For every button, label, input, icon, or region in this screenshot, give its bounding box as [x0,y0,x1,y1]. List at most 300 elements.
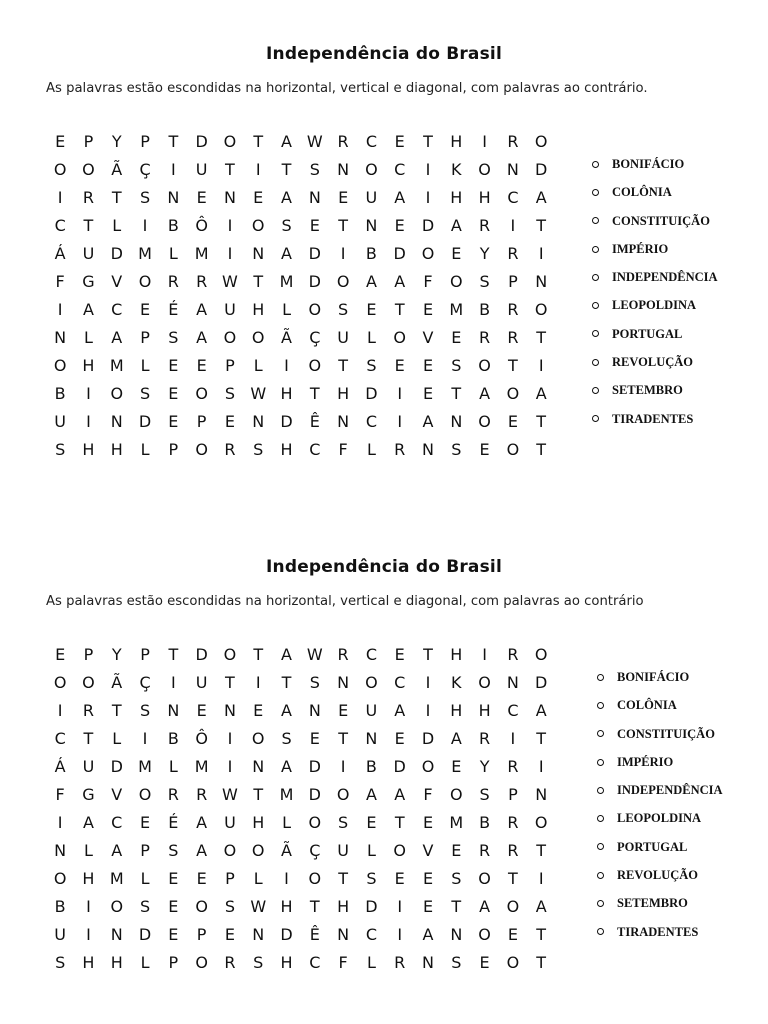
grid-letter: R [394,953,406,972]
grid-letter: I [510,216,516,235]
grid-letter: L [140,953,150,972]
grid-letter: Ç [139,160,151,179]
grid-letter: H [252,813,265,832]
grid-letter: C [54,729,66,748]
grid-letter: N [223,701,236,720]
grid-letter: E [366,813,377,832]
grid-letter: T [536,328,547,347]
grid-letter: H [280,897,293,916]
grid-letter: N [337,925,350,944]
grid-letter: E [507,412,518,431]
grid-letter: O [478,925,491,944]
grid-letter: P [225,869,235,888]
grid-letter: T [508,356,518,375]
grid-letter: L [282,813,291,832]
grid-letter: W [222,785,238,804]
grid-letter: O [110,897,124,916]
grid-letter: I [86,412,91,431]
word-label: REVOLUÇÃO [612,355,694,370]
grid-letter: I [227,757,233,776]
grid-letter: I [57,300,63,319]
grid-letter: O [450,785,463,804]
grid-letter: A [365,785,377,804]
grid-letter: Ô [195,729,208,748]
grid-letter: O [336,272,350,291]
circle-bullet-icon [597,843,604,850]
grid-letter: O [478,356,491,375]
word-label: CONSTITUIÇÃO [617,726,715,741]
grid-letter: R [224,440,236,459]
grid-letter: T [423,645,433,664]
grid-letter: O [53,160,67,179]
grid-letter: H [337,897,350,916]
grid-letter: U [337,841,349,860]
grid-letter: F [55,272,65,291]
grid-letter: O [450,272,463,291]
grid-letter: T [536,925,547,944]
grid-letter: F [55,785,65,804]
grid-letter: Y [111,645,122,664]
grid-letter: I [340,757,346,776]
grid-letter: T [225,673,235,692]
grid-letter: N [167,701,180,720]
grid-letter: D [365,897,378,916]
grid-letter: Ã [281,841,292,860]
grid-letter: A [479,384,491,403]
grid-letter: U [54,412,66,431]
circle-bullet-icon [597,674,604,681]
grid-letter: A [281,132,292,151]
grid-letter: T [281,673,292,692]
grid-letter: R [507,132,519,151]
grid-letter: L [366,841,376,860]
grid-letter: O [308,356,322,375]
grid-letter: C [365,132,377,151]
grid-letter: S [338,813,349,832]
grid-letter: N [252,925,265,944]
grid-letter: M [279,272,294,291]
grid-letter: S [139,384,151,403]
grid-letter: N [252,244,265,263]
word-label: LEOPOLDINA [612,298,697,313]
grid-letter: E [451,328,462,347]
grid-letter: E [394,729,405,748]
grid-letter: O [365,160,378,179]
grid-letter: O [421,757,435,776]
grid-letter: S [281,729,292,748]
grid-letter: Ê [309,925,320,944]
grid-letter: O [365,673,378,692]
grid-letter: M [279,785,294,804]
grid-letter: B [479,813,491,832]
word-label: BONIFÁCIO [612,157,685,171]
word-list-item [592,263,718,291]
grid-letter: W [250,384,267,403]
grid-letter: I [397,412,403,431]
grid-letter: S [168,841,179,860]
grid-letter: O [506,440,520,459]
grid-letter: A [196,300,208,319]
circle-bullet-icon [597,815,604,822]
grid-letter: E [224,925,235,944]
grid-letter: E [168,869,179,888]
grid-letter: D [365,384,378,403]
word-list-item [597,663,723,691]
grid-letter: I [284,869,289,888]
grid-letter: É [168,813,179,832]
grid-letter: O [506,897,520,916]
grid-letter: H [82,440,95,459]
circle-bullet-icon [592,415,599,422]
grid-letter: E [196,188,207,207]
grid-letter: O [195,897,208,916]
grid-letter: R [337,132,349,151]
grid-letter: O [251,729,265,748]
grid-letter: A [281,188,292,207]
grid-letter: F [423,785,433,804]
grid-letter: R [167,785,179,804]
grid-letter: O [138,785,152,804]
grid-letter: P [508,272,518,291]
grid-letter: I [538,869,544,888]
grid-letter: Ô [195,216,208,235]
grid-letter: I [482,645,487,664]
grid-letter: L [112,729,122,748]
grid-letter: Á [54,244,66,263]
grid-letter: D [308,244,321,263]
grid-letter: M [138,757,152,776]
grid-letter: A [479,897,491,916]
grid-letter: D [421,729,435,748]
grid-letter: E [139,300,151,319]
grid-letter: D [535,160,548,179]
grid-letter: V [422,841,434,860]
grid-letter: I [227,216,233,235]
grid-letter: O [308,869,322,888]
grid-letter: E [309,729,320,748]
grid-letter: O [53,673,67,692]
grid-letter: N [337,412,350,431]
grid-letter: D [110,244,123,263]
grid-letter: O [223,841,237,860]
grid-letter: K [451,673,462,692]
word-list-item [592,207,718,235]
grid-letter: P [225,356,235,375]
grid-letter: Y [479,244,490,263]
grid-letter: E [168,897,179,916]
word-search-puzzle-1 [0,0,768,480]
grid-letter: Ç [309,841,321,860]
circle-bullet-icon [592,302,599,309]
grid-letter: D [195,132,208,151]
grid-letter: W [306,645,323,664]
grid-letter: S [55,953,66,972]
word-label: REVOLUÇÃO [617,868,699,883]
grid-letter: R [196,272,208,291]
grid-letter: S [168,328,179,347]
grid-letter: O [138,272,152,291]
grid-letter: D [393,244,406,263]
word-label: CONSTITUIÇÃO [612,213,710,228]
grid-letter: S [253,440,264,459]
grid-letter: R [479,729,491,748]
grid-letter: L [140,356,150,375]
circle-bullet-icon [597,787,604,794]
grid-letter: E [394,132,405,151]
grid-letter: H [450,132,463,151]
grid-letter: N [54,328,67,347]
grid-letter: T [253,645,264,664]
grid-letter: O [506,384,520,403]
grid-letter: O [393,328,406,347]
grid-letter: H [450,645,463,664]
grid-letter: E [479,440,490,459]
word-list-item [597,691,723,719]
grid-letter: H [82,953,95,972]
grid-letter: O [82,160,95,179]
grid-letter: G [82,272,95,291]
grid-letter: S [55,440,66,459]
grid-letter: A [394,272,406,291]
grid-letter: R [82,701,94,720]
grid-letter: N [535,272,548,291]
grid-letter: M [138,244,152,263]
grid-letter: C [54,216,66,235]
grid-letter: F [338,440,348,459]
grid-letter: R [167,272,179,291]
grid-letter: Ã [111,673,123,692]
grid-letter: C [365,925,377,944]
grid-letter: S [224,897,235,916]
instructions-text: As palavras estão escondidas na horizontal, vertical e diagonal, com palavras ao contrário [46,594,644,609]
grid-letter: M [449,300,464,319]
grid-letter: H [280,384,293,403]
circle-bullet-icon [592,330,599,337]
grid-letter: O [478,160,491,179]
grid-letter: A [196,841,208,860]
grid-letter: N [535,785,548,804]
grid-letter: T [394,813,405,832]
grid-letter: O [421,244,435,263]
grid-letter: U [365,188,378,207]
grid-letter: U [195,673,208,692]
grid-letter: T [281,160,292,179]
grid-letter: E [394,356,405,375]
grid-letter: O [251,841,265,860]
word-label: LEOPOLDINA [617,811,702,826]
grid-letter: E [394,869,405,888]
grid-letter: H [450,188,463,207]
grid-letter: S [281,216,292,235]
grid-letter: S [451,953,462,972]
circle-bullet-icon [597,759,604,766]
grid-letter: T [394,300,405,319]
grid-letter: Ê [309,412,320,431]
word-label: PORTUGAL [612,326,683,341]
grid-letter: T [423,132,433,151]
grid-letter: P [83,645,94,664]
grid-letter: I [57,813,63,832]
grid-letter: S [338,300,349,319]
grid-letter: T [338,356,348,375]
grid-letter: U [82,244,95,263]
grid-letter: N [365,216,378,235]
grid-letter: T [338,216,348,235]
grid-letter: O [223,132,237,151]
grid-letter: N [252,757,265,776]
grid-letter: Ç [139,673,151,692]
grid-letter: O [223,328,237,347]
word-list [597,663,723,946]
circle-bullet-icon [592,189,599,196]
grid-letter: S [139,188,151,207]
grid-letter: E [55,645,66,664]
grid-letter: W [222,272,238,291]
grid-letter: C [111,813,123,832]
grid-letter: S [451,440,462,459]
grid-letter: Ã [111,160,123,179]
grid-letter: L [366,953,376,972]
grid-letter: E [253,701,264,720]
grid-letter: P [196,925,207,944]
grid-letter: N [308,701,321,720]
grid-letter: L [140,440,150,459]
word-list-item [592,405,718,433]
grid-letter: M [194,244,209,263]
grid-letter: E [338,701,349,720]
grid-letter: B [54,897,66,916]
grid-letter: R [196,785,208,804]
word-list-item [597,720,723,748]
grid-letter: S [479,785,490,804]
grid-letter: B [479,300,491,319]
grid-letter: O [251,328,265,347]
grid-letter: U [82,757,95,776]
grid-letter: O [195,440,208,459]
grid-letter: O [308,300,322,319]
grid-letter: O [534,132,548,151]
grid-letter: R [479,216,491,235]
grid-letter: B [167,216,179,235]
word-list-item [592,150,718,178]
grid-letter: I [397,384,403,403]
grid-letter: T [451,384,462,403]
grid-letter: P [168,953,179,972]
grid-letter: H [82,356,95,375]
grid-letter: D [308,757,321,776]
letter-grid [46,128,555,464]
grid-letter: H [252,300,265,319]
word-list-item [592,291,718,319]
grid-letter: F [423,272,433,291]
grid-letter: A [82,300,94,319]
word-label: TIRADENTES [612,411,694,426]
grid-letter: R [479,328,491,347]
grid-letter: T [536,412,547,431]
grid-letter: E [168,356,179,375]
grid-letter: U [54,925,66,944]
grid-letter: T [225,160,235,179]
grid-letter: L [253,869,263,888]
grid-letter: I [170,673,176,692]
grid-letter: E [309,216,320,235]
grid-letter: A [394,701,406,720]
grid-letter: A [111,328,123,347]
grid-letter: Y [111,132,122,151]
grid-letter: T [536,841,547,860]
grid-letter: N [422,953,434,972]
grid-letter: D [110,757,123,776]
grid-letter: D [280,412,293,431]
grid-letter: A [82,813,94,832]
grid-letter: R [337,645,349,664]
grid-letter: T [451,897,462,916]
grid-letter: D [280,925,293,944]
grid-letter: O [251,216,265,235]
grid-letter: S [366,356,377,375]
grid-letter: T [83,729,94,748]
grid-letter: O [82,673,95,692]
grid-letter: I [425,673,431,692]
grid-letter: I [340,244,346,263]
grid-letter: T [536,729,547,748]
grid-letter: F [338,953,348,972]
grid-letter: H [337,384,350,403]
grid-letter: E [451,244,462,263]
grid-letter: V [111,272,123,291]
circle-bullet-icon [592,359,599,366]
grid-letter: I [538,244,544,263]
grid-letter: T [253,785,264,804]
grid-letter: O [393,841,406,860]
grid-letter: B [167,729,179,748]
grid-letter: R [507,813,519,832]
grid-letter: E [168,925,179,944]
grid-letter: T [111,701,122,720]
grid-letter: I [142,216,148,235]
grid-letter: O [534,813,548,832]
grid-letter: S [309,160,320,179]
grid-letter: E [224,412,235,431]
grid-letter: A [535,384,547,403]
grid-letter: A [281,757,292,776]
grid-letter: O [223,645,237,664]
grid-letter: T [253,132,264,151]
grid-letter: I [425,160,431,179]
grid-letter: N [337,160,350,179]
grid-letter: I [86,925,91,944]
grid-letter: N [110,412,123,431]
grid-letter: N [110,925,123,944]
grid-letter: I [227,244,233,263]
grid-letter: O [534,300,548,319]
grid-letter: C [365,645,377,664]
grid-letter: L [83,841,93,860]
grid-letter: A [196,813,208,832]
grid-letter: W [306,132,323,151]
grid-letter: I [482,132,487,151]
circle-bullet-icon [592,217,599,224]
grid-letter: É [168,300,179,319]
word-label: BONIFÁCIO [617,670,690,684]
grid-letter: H [82,869,95,888]
grid-letter: W [250,897,267,916]
grid-letter: B [54,384,66,403]
grid-letter: R [507,757,519,776]
word-label: PORTUGAL [617,839,688,854]
circle-bullet-icon [592,274,599,281]
grid-letter: P [140,328,150,347]
